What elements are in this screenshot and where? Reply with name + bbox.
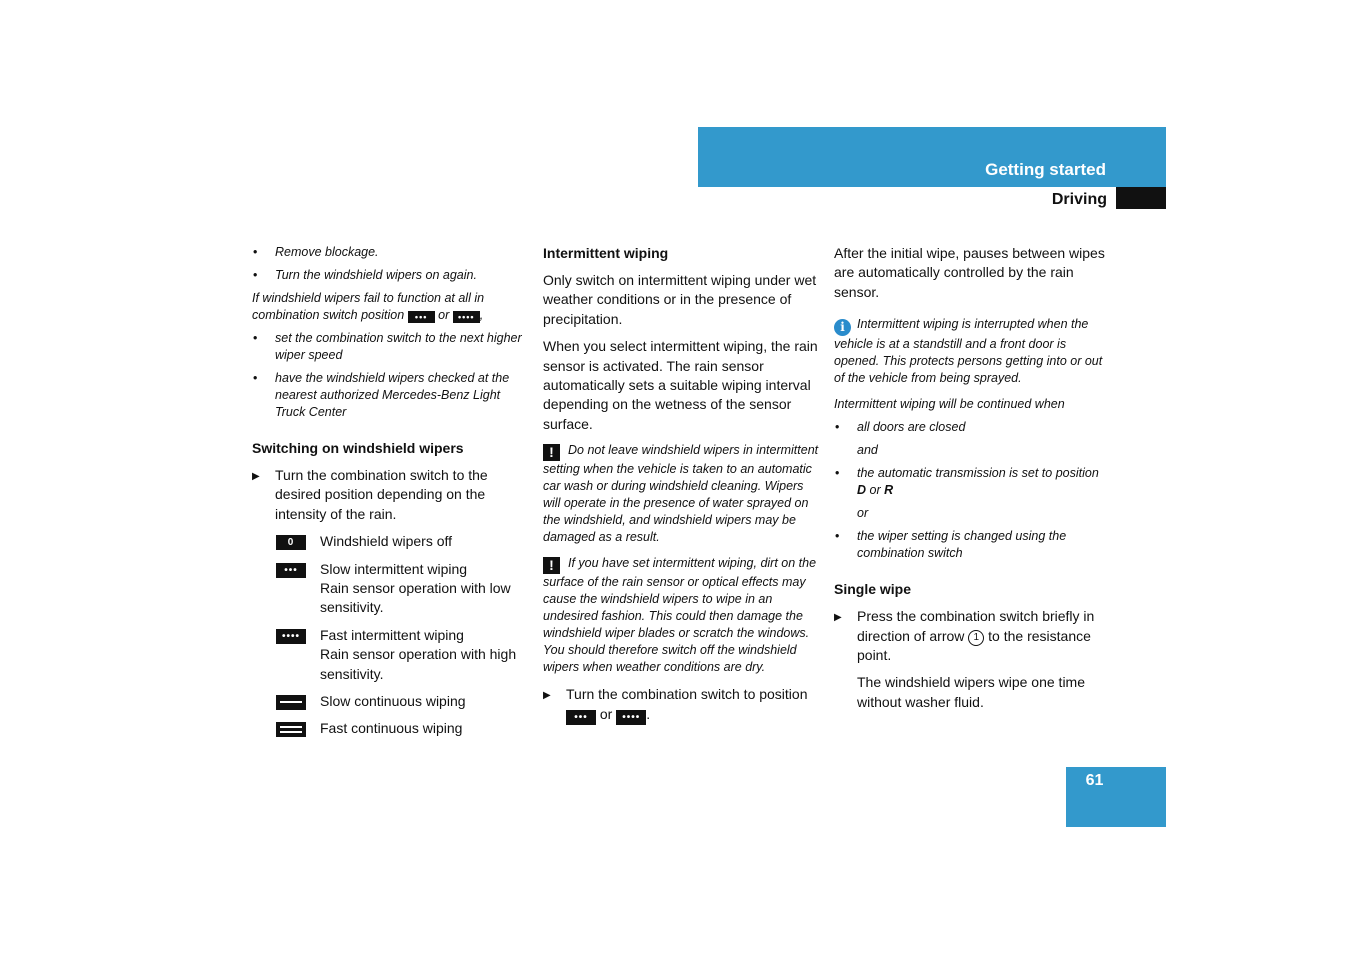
step-end: . xyxy=(646,705,651,722)
bullet-doors-closed: • all doors are closed xyxy=(834,419,1109,436)
fail-comma: , xyxy=(479,308,484,322)
bullet-transmission xyxy=(834,465,1109,499)
fast-intermittent-symbol: •••• xyxy=(276,629,306,644)
bullet-remove-blockage: • Remove blockage. xyxy=(252,244,527,261)
bullet-turn-on-again: • Turn the windshield wipers on again. xyxy=(252,267,527,284)
subsection-bar xyxy=(1116,187,1166,209)
connector-and: and xyxy=(857,443,878,458)
section-title: Getting started xyxy=(985,160,1106,179)
step-or: or xyxy=(599,705,613,722)
slow-intermittent-symbol: ••• xyxy=(408,311,435,323)
arrow-number-icon: 1 xyxy=(968,630,984,646)
position-off-symbol: 0 xyxy=(276,535,306,550)
heading-intermittent: Intermittent wiping xyxy=(543,245,669,261)
column-2 xyxy=(543,244,819,733)
warning-icon: ! xyxy=(543,444,560,461)
heading-switching-on: Switching on windshield wipers xyxy=(252,440,464,456)
paragraph-switch-on: Only switch on intermittent wiping under wet weather conditions or in the presence of precipitation. xyxy=(543,272,817,327)
paragraph-rain-sensor: When you select intermittent wiping, the rain sensor is activated. The rain sensor automatically sets a suitable wiping interval depending on the wetness of the sensor surface. xyxy=(543,338,818,432)
transmission-text: the automatic transmission is set to position xyxy=(857,466,1099,481)
info-note xyxy=(834,316,1109,387)
gear-r: R xyxy=(884,483,894,498)
double-line-icon xyxy=(276,722,306,737)
position-detail: Rain sensor operation with high sensitivity. xyxy=(320,646,517,682)
position-label: Fast intermittent wiping xyxy=(320,626,464,643)
info-icon: i xyxy=(834,319,851,336)
fast-intermittent-symbol: •••• xyxy=(453,311,480,323)
position-label: Slow continuous wiping xyxy=(320,693,466,710)
page-number: 61 xyxy=(1085,772,1104,789)
position-label: Fast continuous wiping xyxy=(320,720,463,737)
step-text-a: Press the combination switch briefly in direction of arrow xyxy=(857,608,1095,644)
warning-car-wash xyxy=(543,442,819,546)
column-1 xyxy=(252,244,527,747)
step-turn-switch: ▶ Turn the combination switch to the desired position depending on the intensity of the rain. xyxy=(252,466,527,524)
step-turn-position xyxy=(543,685,819,724)
fail-or: or xyxy=(438,308,450,322)
step-text: Turn the combination switch to position xyxy=(566,686,808,703)
position-slow-continuous xyxy=(276,692,527,711)
continued-text: Intermittent wiping will be continued when xyxy=(834,397,1065,412)
position-label: Windshield wipers off xyxy=(320,533,453,550)
fail-text-a: If windshield wipers fail to function at all in combination switch position xyxy=(252,291,485,322)
position-slow-intermittent xyxy=(276,560,527,618)
bullet-checked: • have the windshield wipers checked at the nearest authorized Mercedes-Benz Light Truck Center xyxy=(252,370,527,421)
gear-or: or xyxy=(869,483,881,498)
column-3 xyxy=(834,244,1109,720)
position-table xyxy=(276,532,527,739)
position-off xyxy=(276,532,527,551)
position-label: Slow intermittent wiping xyxy=(320,560,468,577)
gear-d: D xyxy=(857,483,867,498)
paragraph-result: The windshield wipers wipe one time without washer fluid. xyxy=(857,674,1085,710)
position-detail: Rain sensor operation with low sensitivity. xyxy=(320,580,511,616)
heading-single-wipe: Single wipe xyxy=(834,581,912,598)
bullet-wiper-setting: • the wiper setting is changed using the combination switch xyxy=(834,528,1109,562)
info-text: Intermittent wiping is interrupted when the vehicle is at a standstill and a front door is opened. This protects persons getting into or out of the vehicle from being sprayed. xyxy=(834,317,1103,386)
warning-text: If you have set intermittent wiping, dirt on the surface of the rain sensor or optical effects may cause the windshield wipers to wipe in an undesired fashion. This could then damage the windshield wiper blades or scratch the windows. You should therefore switch off the windshield wipers when weather conditions are dry. xyxy=(543,556,817,675)
paragraph-pauses: After the initial wipe, pauses between wipes are automatically controlled by the rain sensor. xyxy=(834,245,1105,300)
position-fast-intermittent xyxy=(276,626,527,684)
fail-text xyxy=(252,290,527,324)
warning-dirt xyxy=(543,555,819,676)
bullet-next-speed: • set the combination switch to the next higher wiper speed xyxy=(252,330,527,364)
warning-text: Do not leave windshield wipers in intermittent setting when the vehicle is taken to an automatic car wash or during windshield cleaning. Wipers will operate in the presence of water sprayed on the windshield, and windshield wipers may be damaged as a result. xyxy=(543,443,819,545)
warning-icon: ! xyxy=(543,557,560,574)
fast-intermittent-symbol: •••• xyxy=(616,710,646,725)
step-text-b: to the resistance point. xyxy=(857,627,1091,664)
connector-or: or xyxy=(857,506,869,521)
subsection-title: Driving xyxy=(1051,191,1107,208)
step-press-switch xyxy=(834,607,1109,665)
single-line-icon xyxy=(276,695,306,710)
slow-intermittent-symbol: ••• xyxy=(276,563,306,578)
slow-intermittent-symbol: ••• xyxy=(566,710,596,725)
position-fast-continuous xyxy=(276,719,527,738)
